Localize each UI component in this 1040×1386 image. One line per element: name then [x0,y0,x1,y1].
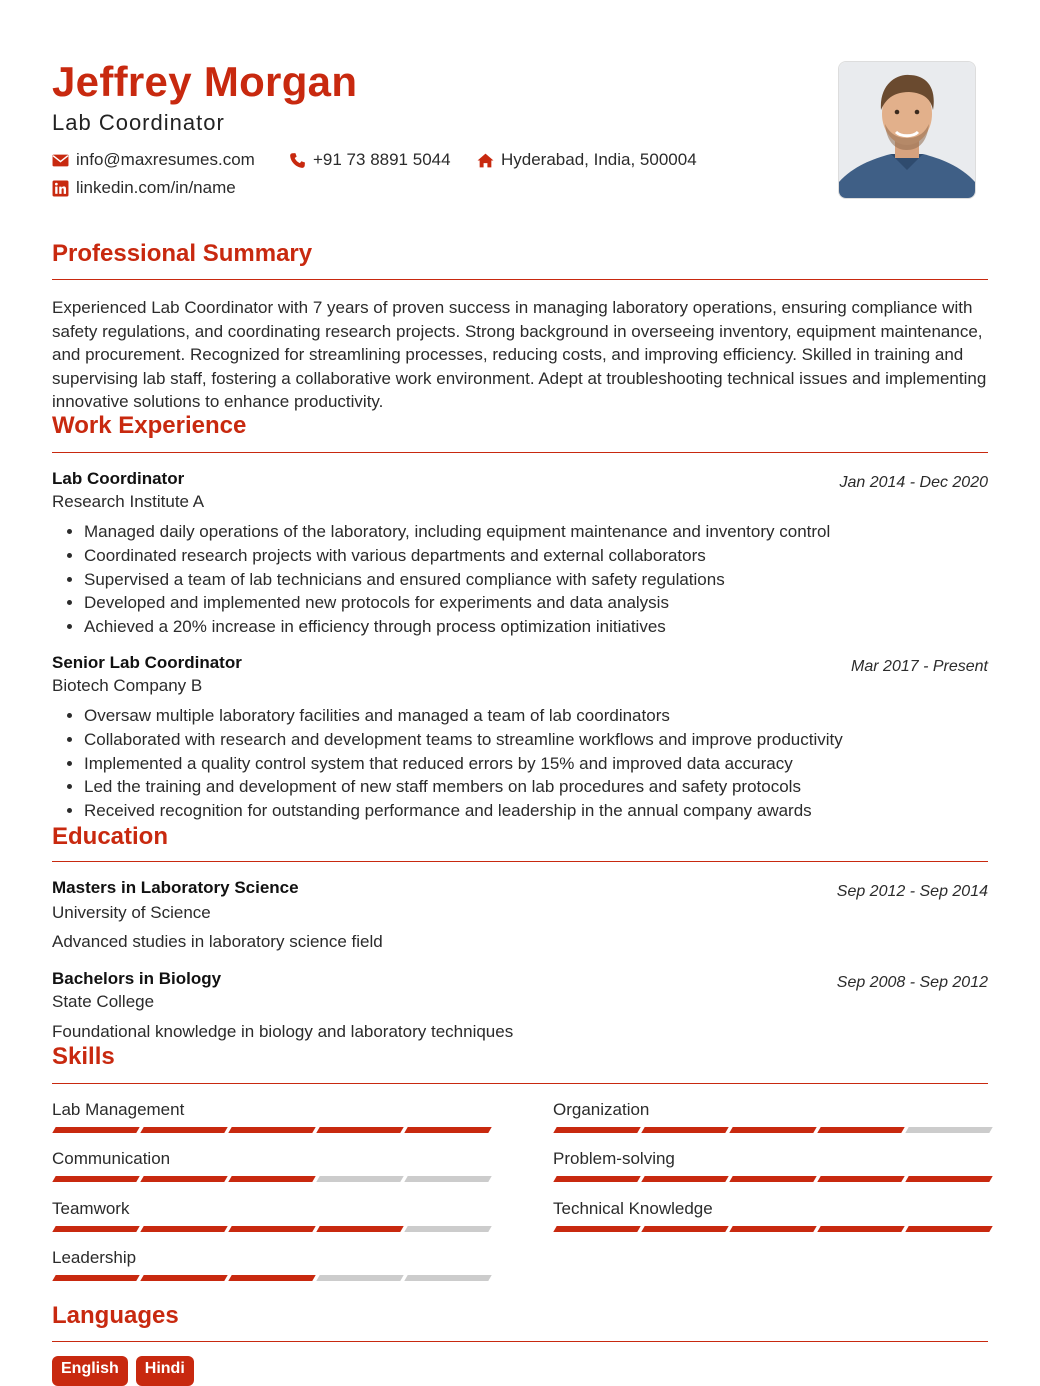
education-dates: Sep 2012 - Sep 2014 [836,883,988,900]
skill-name: Lab Management [52,1100,185,1119]
job-bullets [52,520,830,639]
phone-text: +91 73 8891 5044 [313,150,451,169]
skill-name: Communication [52,1149,171,1169]
skill-segment-filled [553,1127,640,1133]
skill-name: Problem-solving [553,1149,675,1169]
skill-level-bar [555,1176,991,1182]
profile-photo [838,61,976,199]
job-dates: Mar 2017 - Present [851,658,988,675]
skill-segment-empty [404,1226,491,1232]
skill-level-bar [555,1127,991,1133]
skill-segment-filled [228,1275,315,1281]
summary-text: Experienced Lab Coordinator with 7 years of proven success in managing laboratory operations, ensuring compliance with safety regulations, and coordinating research projects. Strong background in overseeing inventory, equipment maintenance, and procurement. Recognized for streamlining processes, reducing costs, and improving efficiency. Skilled in training and supervising lab staff, fostering a collaborative work environment. Adept at troubleshooting technical issues and implementing innovative solutions to enhance productivity. [52,298,987,412]
skill-segment-empty [316,1176,403,1182]
phone-icon [289,152,306,169]
language-tag: English [52,1356,128,1386]
envelope-icon [52,152,69,169]
skill-segment-filled [905,1226,992,1232]
list-item: • Managed daily operations of the laboratory, including equipment maintenance and inventory control [84,520,830,544]
skill-segment-filled [404,1127,491,1133]
skill-level-bar [54,1176,490,1182]
linkedin-text: linkedin.com/in/name [76,178,236,197]
degree-title: Masters in Laboratory Science [52,878,299,897]
skill-name: Teamwork [52,1198,130,1218]
skill-segment-filled [52,1275,139,1281]
skill-segment-filled [228,1226,315,1232]
skill-segment-filled [553,1226,640,1232]
contact-location [477,150,697,170]
list-item: • Achieved a 20% increase in efficiency through process optimization initiatives [84,615,830,639]
skill-segment-filled [641,1127,728,1133]
skill-level-bar [54,1226,490,1232]
skill-segment-filled [817,1127,904,1133]
skill-segment-filled [140,1176,227,1182]
skill-segment-filled [817,1226,904,1232]
skill-segment-filled [553,1176,640,1182]
list-item: • Oversaw multiple laboratory facilities and managed a team of lab coordinators [84,704,843,728]
list-item: • Developed and implemented new protocols for experiments and data analysis [84,591,830,615]
skill-segment-filled [641,1176,728,1182]
degree-title: Bachelors in Biology [52,969,222,988]
education-description: Foundational knowledge in biology and laboratory techniques [52,1022,514,1041]
list-item: • Received recognition for outstanding performance and leadership in the annual company awards [84,799,843,823]
location-text: Hyderabad, India, 500004 [501,150,697,169]
contact-phone[interactable] [289,150,451,170]
skill-name: Technical Knowledge [553,1198,713,1218]
list-item: • Collaborated with research and development teams to streamline workflows and improve productivity [84,728,843,752]
education-heading: Education [52,823,169,850]
email-text: info@maxresumes.com [76,150,255,169]
language-tags [52,1356,194,1386]
skill-segment-filled [729,1127,816,1133]
skills-heading: Skills [52,1043,115,1070]
section-divider [52,1083,988,1084]
person-portrait-icon [839,62,975,198]
skill-segment-filled [140,1275,227,1281]
list-item: • Led the training and development of new staff members on lab procedures and safety protocols [84,775,843,799]
skill-level-bar [54,1127,490,1133]
school-name: State College [52,992,155,1011]
skill-segment-filled [316,1127,403,1133]
experience-heading: Work Experience [52,412,247,439]
contact-email[interactable] [52,150,255,170]
skill-segment-filled [52,1176,139,1182]
language-tag: Hindi [136,1356,194,1386]
home-icon [477,152,494,169]
section-divider [52,1341,988,1342]
job-company: Research Institute A [52,492,205,511]
job-title: Lab Coordinator [52,110,225,135]
job-dates: Jan 2014 - Dec 2020 [839,474,988,491]
list-item: • Supervised a team of lab technicians and ensured compliance with safety regulations [84,568,830,592]
skill-segment-filled [228,1127,315,1133]
job-company: Biotech Company B [52,676,203,695]
skill-level-bar [54,1275,490,1281]
education-description: Advanced studies in laboratory science field [52,932,383,951]
contact-linkedin[interactable] [52,178,236,198]
section-divider [52,279,988,280]
skill-segment-filled [52,1127,139,1133]
skill-segment-filled [316,1226,403,1232]
skill-segment-filled [140,1226,227,1232]
skill-segment-filled [140,1127,227,1133]
skill-level-bar [555,1226,991,1232]
list-item: • Coordinated research projects with various departments and external collaborators [84,544,830,568]
skill-segment-filled [52,1226,139,1232]
job-role: Lab Coordinator [52,469,185,488]
skill-segment-filled [729,1226,816,1232]
skill-segment-filled [228,1176,315,1182]
summary-heading: Professional Summary [52,240,313,267]
skill-name: Organization [553,1100,650,1119]
education-dates: Sep 2008 - Sep 2012 [836,974,988,991]
section-divider [52,861,988,862]
job-role: Senior Lab Coordinator [52,653,242,672]
job-bullets [52,704,843,823]
skill-segment-empty [905,1127,992,1133]
skill-segment-empty [316,1275,403,1281]
list-item: • Implemented a quality control system that reduced errors by 15% and improved data accuracy [84,752,843,776]
skill-segment-empty [404,1176,491,1182]
languages-heading: Languages [52,1302,179,1329]
skill-segment-empty [404,1275,491,1281]
school-name: University of Science [52,903,211,922]
skill-name: Leadership [52,1247,137,1267]
linkedin-icon [52,180,69,197]
skill-segment-filled [729,1176,816,1182]
skill-segment-filled [905,1176,992,1182]
section-divider [52,452,988,453]
skill-segment-filled [641,1226,728,1232]
skill-segment-filled [817,1176,904,1182]
candidate-name: Jeffrey Morgan [52,58,358,105]
